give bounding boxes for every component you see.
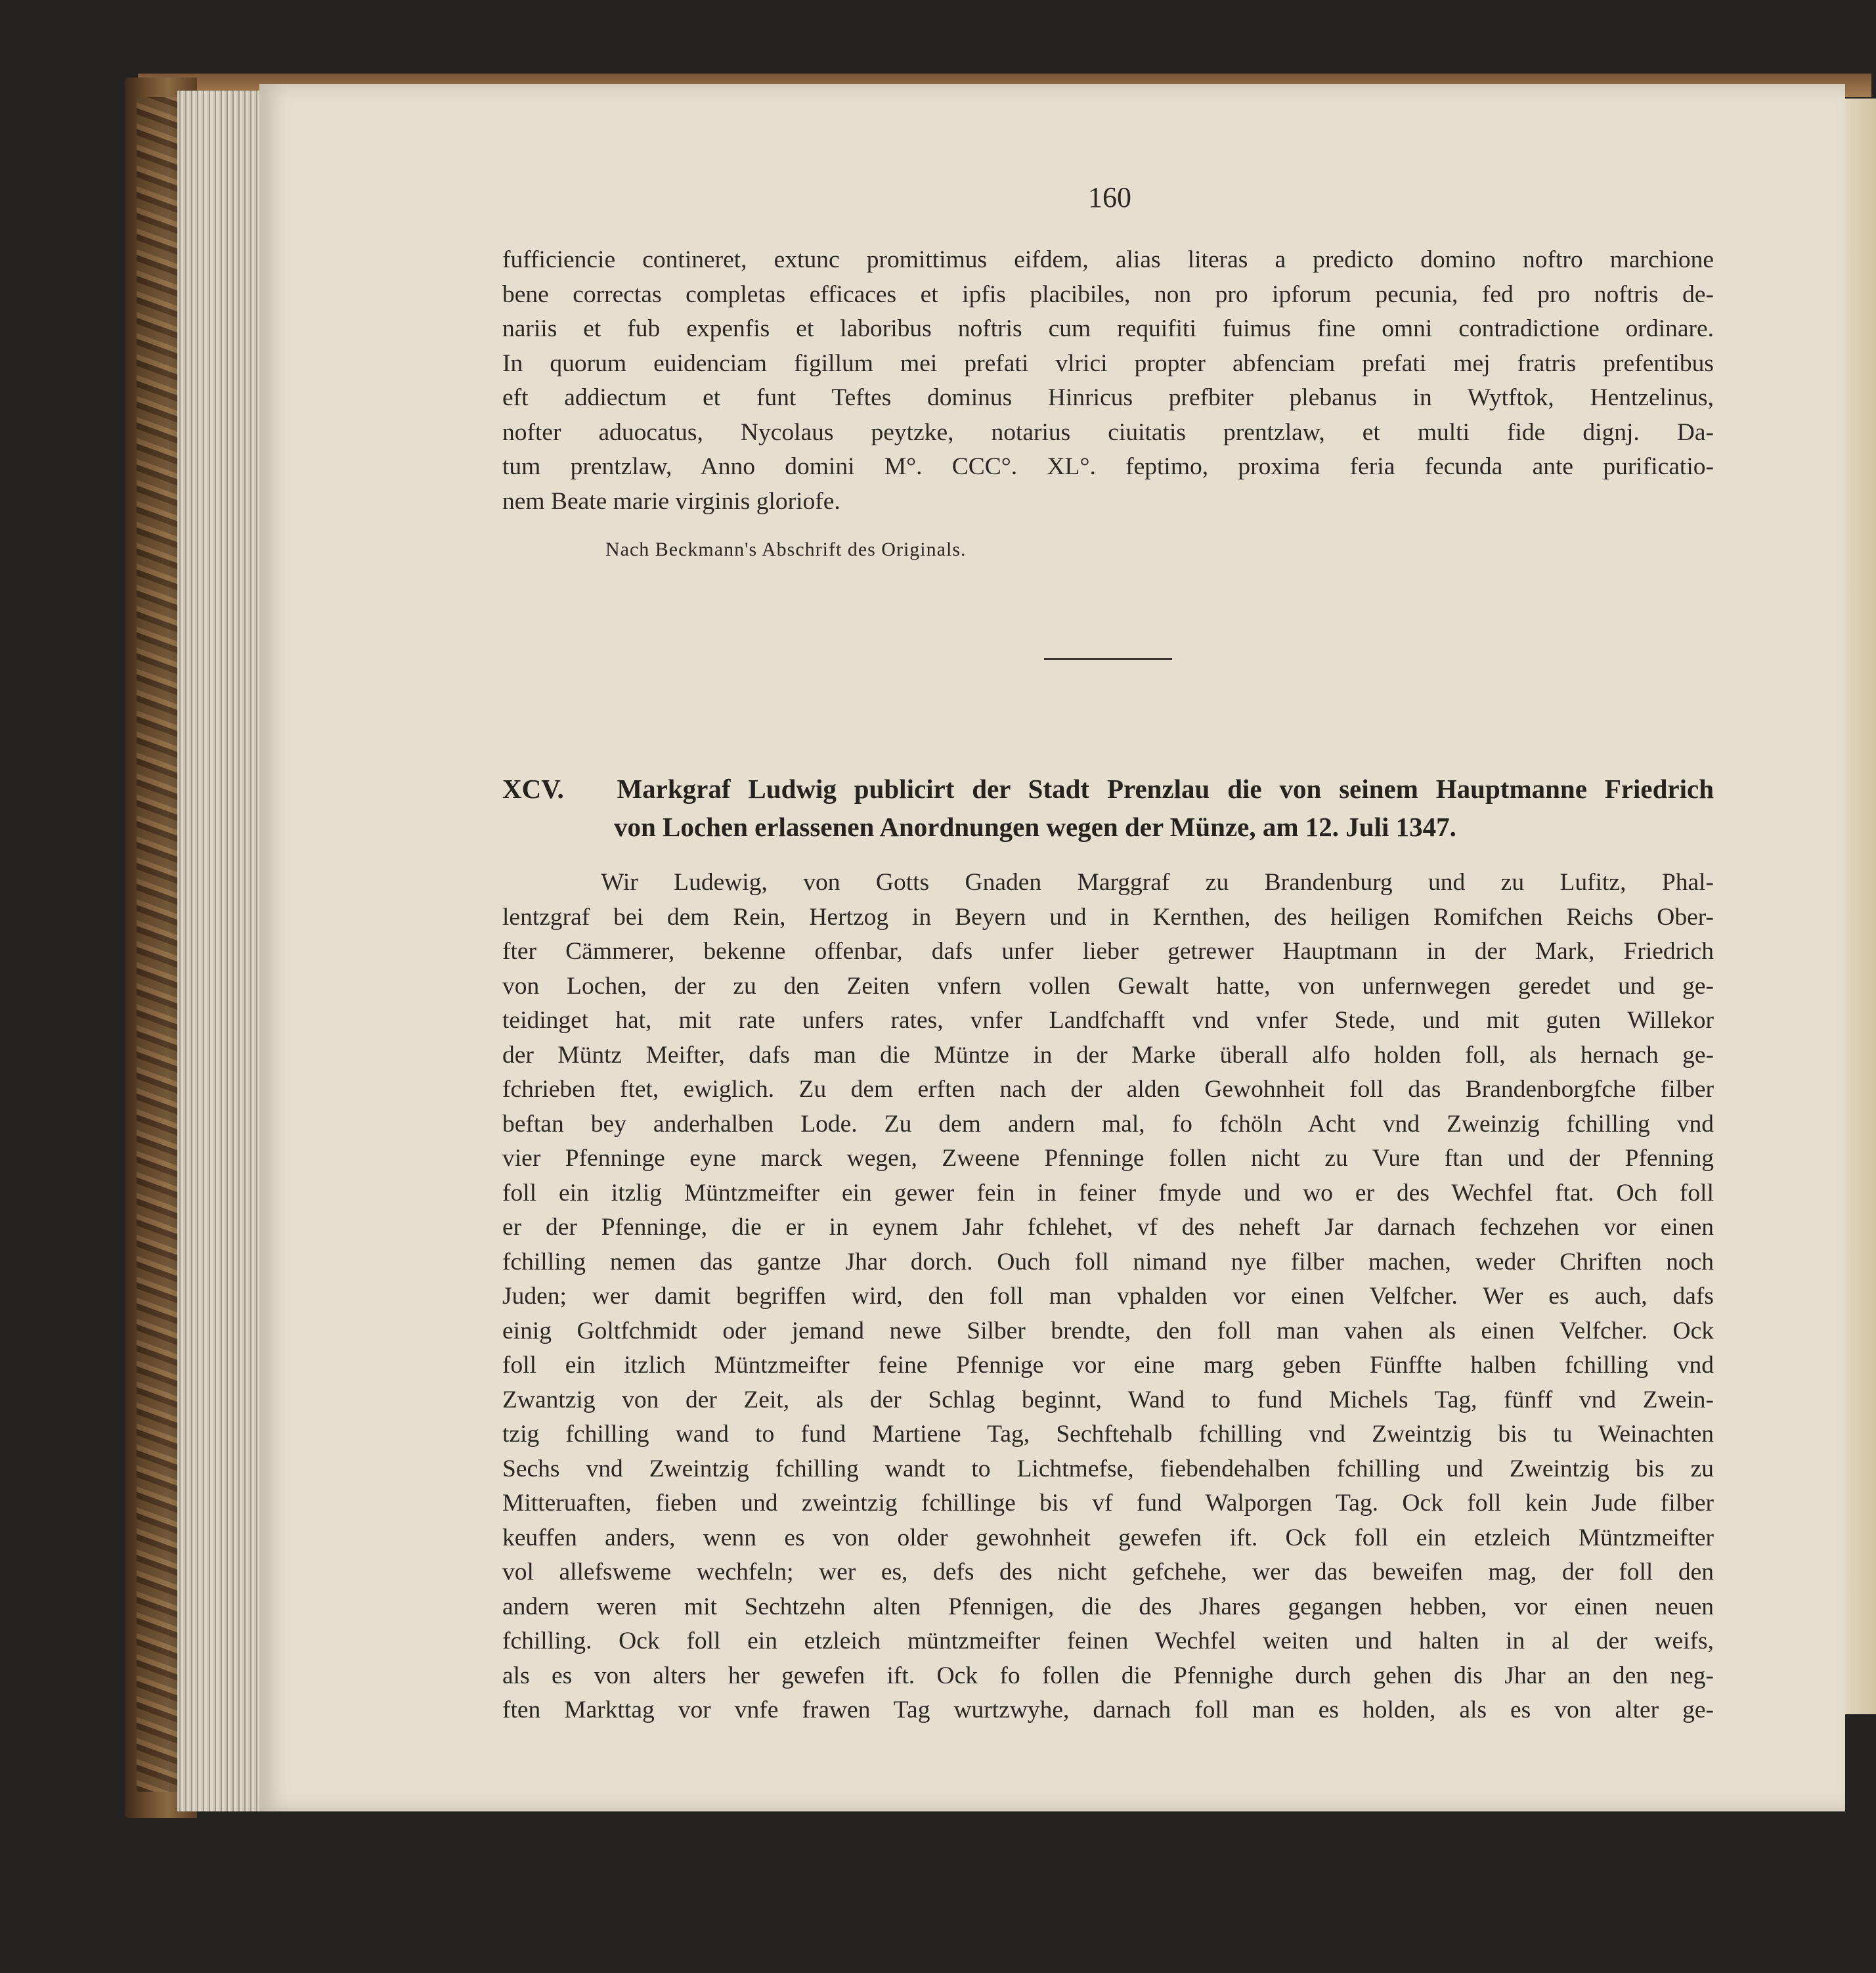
text-line: vier Pfenninge eyne marck wegen, Zweene Pfenninge follen nicht zu Vure ftan und der Pfenning bbox=[502, 1145, 1714, 1172]
text-line: ften Markttag vor vnfe frawen Tag wurtzwyhe, darnach foll man es holden, als es von alter ge- bbox=[502, 1696, 1714, 1723]
page-number: 160 bbox=[1088, 181, 1131, 213]
section-heading bbox=[502, 770, 1714, 846]
source-note: Nach Beckmann's Abschrift des Originals. bbox=[605, 539, 967, 560]
text-line: andern weren mit Sechtzehn alten Pfennigen, die des Jhares gegangen hebben, vor einen neuen bbox=[502, 1593, 1714, 1620]
text-line: der Müntz Meifter, dafs man die Müntze in der Marke überall alfo holden foll, als hernach ge- bbox=[502, 1041, 1714, 1069]
text-line: Wir Ludewig, von Gotts Gnaden Marggraf zu Brandenburg und zu Lufitz, Phal- bbox=[601, 869, 1714, 896]
page-edges bbox=[177, 91, 269, 1811]
text-line: lentzgraf bei dem Rein, Hertzog in Beyern und in Kernthen, des heiligen Romifchen Reichs Ober- bbox=[502, 903, 1714, 931]
section-title-line-1: Markgraf Ludwig publicirt der Stadt Prenzlau die von seinem Hauptmanne Friedrich bbox=[617, 774, 1714, 804]
text-line: keuffen anders, wenn es von older gewohnheit gewefen ift. Ock foll ein etzleich Müntzmeifter bbox=[502, 1524, 1714, 1551]
text-line: fchrieben ftet, ewiglich. Zu dem erften nach der alden Gewohnheit foll das Brandenborgfche filber bbox=[502, 1076, 1714, 1103]
text-line: nem Beate marie virginis gloriofe. bbox=[502, 487, 840, 515]
text-line: bene correctas completas efficaces et ipfis placibiles, non pro ipforum pecunia, fed pro noftris de- bbox=[502, 280, 1714, 308]
text-line: als es von alters her gewefen ift. Ock fo follen die Pfennighe durch gehen dis Jhar an den neg- bbox=[502, 1662, 1714, 1689]
facing-page-edge bbox=[1842, 99, 1876, 1714]
text-line: beftan bey anderhalben Lode. Zu dem andern mal, fo fchöln Acht vnd Zweinzig fchilling vnd bbox=[502, 1110, 1714, 1138]
text-line: vol allefsweme wechfeln; wer es, defs des nicht gefchehe, wer das beweifen mag, der foll den bbox=[502, 1559, 1714, 1585]
text-line: foll ein itzlig Müntzmeifter ein gewer fein in feiner fmyde und wo er des Wechfel ftat. Och foll bbox=[502, 1179, 1714, 1207]
section-number: XCV. bbox=[502, 774, 564, 804]
text-line: In quorum euidenciam figillum mei prefati vlrici propter abfenciam prefati mej fratris prefentibus bbox=[502, 349, 1714, 377]
text-line: Mitteruaften, fieben und zweintzig fchillinge bis vf fund Walporgen Tag. Ock foll kein Jude filber bbox=[502, 1490, 1714, 1517]
text-line: von Lochen, der zu den Zeiten vnfern vollen Gewalt hatte, von unfernwegen geredet und ge- bbox=[502, 972, 1714, 1000]
text-line: fufficiencie contineret, extunc promittimus eifdem, alias literas a predicto domino noftro marchione bbox=[502, 246, 1714, 273]
text-line: er der Pfenninge, die er in eynem Jahr fchlehet, vf des neheft Jar darnach fechzehen vor einen bbox=[502, 1214, 1714, 1241]
text-line: einig Goltfchmidt oder jemand newe Silber brendte, den foll man vahen als einen Velfcher. Ock bbox=[502, 1317, 1714, 1344]
text-line: fter Cämmerer, bekenne offenbar, dafs unfer lieber getrewer Hauptmann in der Mark, Friedrich bbox=[502, 938, 1714, 965]
heading-line-1 bbox=[502, 770, 1714, 808]
text-line: nariis et fub expenfis et laboribus noftris cum requifiti fuimus fine omni contradictione ordinare. bbox=[502, 315, 1714, 342]
text-line: eft addiectum et funt Teftes dominus Hinricus prefbiter plebanus in Wytftok, Hentzelinus, bbox=[502, 384, 1714, 411]
text-line: nofter aduocatus, Nycolaus peytzke, notarius ciuitatis prentzlaw, et multi fide dignj. Da- bbox=[502, 418, 1714, 446]
text-line: fchilling. Ock foll ein etzleich müntzmeifter feinen Wechfel weiten und halten in al der weifs, bbox=[502, 1628, 1714, 1654]
text-line: Zwantzig von der Zeit, als der Schlag beginnt, Wand to fund Michels Tag, fünff vnd Zwein- bbox=[502, 1386, 1714, 1413]
section-title-line-2: von Lochen erlassenen Anordnungen wegen der Münze, am 12. Juli 1347. bbox=[614, 812, 1456, 842]
text-line: Sechs vnd Zweintzig fchilling wandt to Lichtmefse, fiebendehalben fchilling und Zweintzig bis zu bbox=[502, 1455, 1714, 1482]
top-paragraph bbox=[502, 243, 1714, 519]
body-paragraph bbox=[502, 866, 1714, 1728]
text-line: tum prentzlaw, Anno domini M°. CCC°. XL°. feptimo, proxima feria fecunda ante purificatio- bbox=[502, 453, 1714, 480]
section-divider bbox=[1044, 658, 1172, 660]
text-line: teidinget hat, mit rate unfers rates, vnfer Landfchafft vnd vnfer Stede, und mit guten Willekor bbox=[502, 1007, 1714, 1034]
text-line: tzig fchilling wand to fund Martiene Tag, Sechftehalb fchilling vnd Zweintzig bis tu Weinachten bbox=[502, 1421, 1714, 1448]
text-line: Juden; wer damit begriffen wird, den foll man vphalden vor einen Velfcher. Wer es auch, dafs bbox=[502, 1283, 1714, 1310]
text-line: fchilling nemen das gantze Jhar dorch. Ouch foll nimand nye filber machen, weder Chriften noch bbox=[502, 1248, 1714, 1275]
text-line: foll ein itzlich Müntzmeifter feine Pfennige vor eine marg geben Fünffte halben fchilling vnd bbox=[502, 1352, 1714, 1379]
